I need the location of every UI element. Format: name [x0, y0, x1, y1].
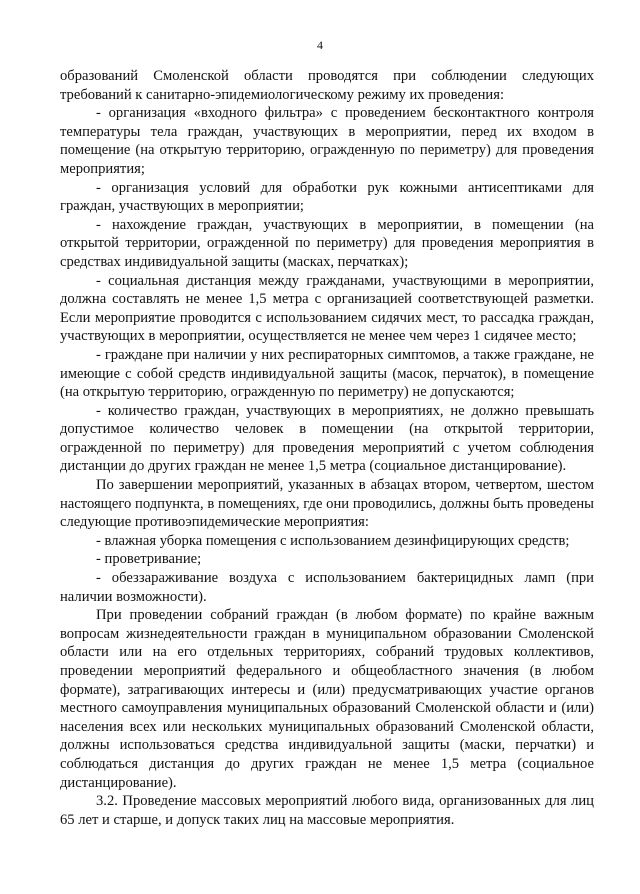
paragraph-list-item: - обеззараживание воздуха с использованием бактерицидных ламп (при наличии возможности).: [60, 570, 594, 605]
paragraph-list-item: - проветривание;: [96, 551, 202, 568]
paragraph: По завершении мероприятий, указанных в абзацах втором, четвертом, шестом настоящего подпункта, в помещениях, где они проводились, должны быть проведены следующие противоэпидемические мероприятия:: [60, 477, 594, 531]
paragraph-section-3-2: 3.2. Проведение массовых мероприятий любого вида, организованных для лиц 65 лет и старше, и допуск таких лиц на массовые мероприятия.: [60, 793, 594, 828]
paragraph-continuation: образований Смоленской области проводятся при соблюдении следующих требований к санитарно-эпидемиологическому режиму их проведения:: [60, 68, 594, 103]
paragraph-list-item: - граждане при наличии у них респираторных симптомов, а также граждане, не имеющие с собой средств индивидуальной защиты (масок, перчаток), в помещение (на открытую территорию, огражденную по периметру) не допускаются;: [60, 346, 594, 401]
paragraph-list-item: - количество граждан, участвующих в мероприятиях, не должно превышать допустимое количество человек в помещении (на открытой территории, огражденной по периметру) для проведения мероприятий с учетом соблюдения дистанции до других граждан не менее 1,5 метра (социальное дистанцирование).: [60, 402, 594, 475]
paragraph-list-item: - организация «входного фильтра» с проведением бесконтактного контроля температуры тела граждан, участвующих в мероприятии, перед их входом в помещение (на открытую территорию, огражденную по периметру) для проведения мероприятия;: [60, 105, 594, 177]
document-body: [60, 67, 594, 829]
paragraph-list-item: - влажная уборка помещения с использованием дезинфицирующих средств;: [96, 532, 570, 549]
paragraph-list-item: - организация условий для обработки рук кожными антисептиками для граждан, участвующих в мероприятии;: [60, 179, 594, 215]
paragraph-list-item: - социальная дистанция между гражданами, участвующими в мероприятии, должна составлять не менее 1,5 метра с организацией соответствующей разметки. Если мероприятие проводится с использованием сидячих мест, то рассадка граждан, участвующих в мероприятии, осуществляется не менее чем через 1 сидячее место;: [60, 272, 594, 345]
paragraph: При проведении собраний граждан (в любом формате) по крайне важным вопросам жизнедеятельности граждан в муниципальном образовании Смоленской области или на его отдельных территориях, собраний трудовых коллективов, проведении мероприятий федерального и общеобластного значения (в любом формате), затрагивающих интересы и (или) предусматривающих участие органов местного самоуправления муниципальных образований Смоленской области и (или) населения всех или нескольких муниципальных образований Смоленской области, должны использоваться средства индивидуальной защиты (маски, перчатки) и соблюдаться дистанция до других граждан не менее 1,5 метра (социальное дистанцирование).: [60, 607, 594, 791]
paragraph-list-item: - нахождение граждан, участвующих в мероприятии, в помещении (на открытой территории, огражденной по периметру) для проведения мероприятия в средствах индивидуальной защиты (масках, перчатках);: [60, 216, 594, 270]
page-number: 4: [317, 38, 323, 52]
